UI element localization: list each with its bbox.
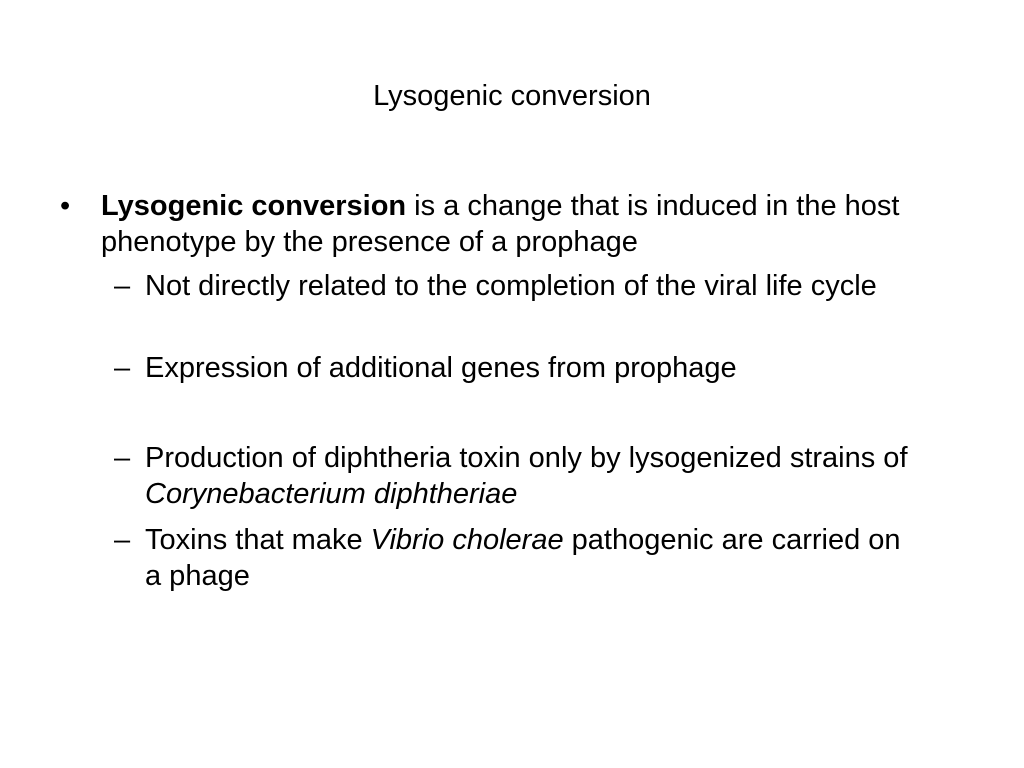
subitem-text: Expression of additional genes from prophage — [145, 352, 737, 384]
subitem-italic-species: Vibrio cholerae — [370, 524, 564, 556]
bullet-text — [101, 188, 951, 260]
bullet-term: Lysogenic conversion — [101, 190, 407, 222]
subitem-text: Not directly related to the completion of the viral life cycle — [145, 270, 877, 302]
slide-title: Lysogenic conversion — [373, 80, 651, 112]
subitem-text — [145, 440, 925, 512]
subitem-italic-species: Corynebacterium diphtheriae — [145, 478, 518, 510]
subitem-marker: – — [114, 352, 131, 384]
subitem-text — [145, 522, 905, 594]
subitem-marker: – — [114, 524, 131, 556]
subitem-marker: – — [114, 270, 131, 302]
bullet-description: is a change that is induced in the host phenotype by the presence of a prophage — [101, 190, 900, 258]
subitem-text-before: Toxins that make — [145, 524, 371, 556]
subitem-text-before: Production of diphtheria toxin only by lysogenized strains of — [145, 442, 908, 474]
bullet-marker: • — [60, 190, 71, 222]
subitem-marker: – — [114, 442, 131, 474]
subitem-text-after: pathogenic are carried on a phage — [145, 524, 901, 592]
